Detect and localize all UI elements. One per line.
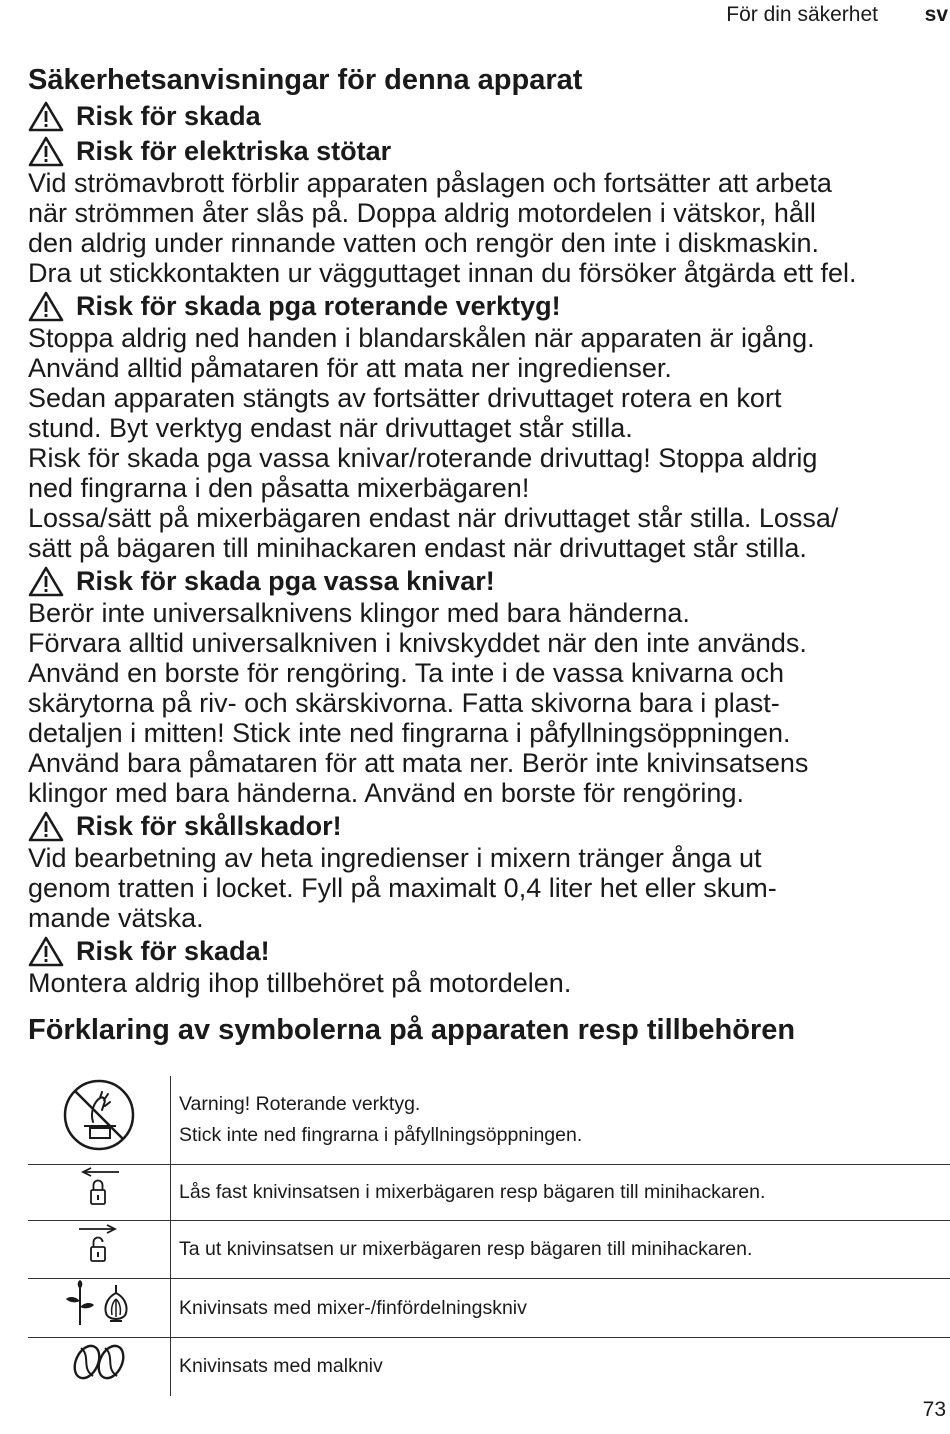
symbol-description-line: Varning! Roterande verktyg.	[179, 1093, 421, 1115]
warning-text-line: stund. Byt verktyg endast när drivuttaget står stilla.	[28, 413, 633, 443]
language-code: sv	[924, 3, 948, 26]
warning-triangle-icon	[28, 136, 76, 167]
warning-text-line: ned fingrarna i den påsatta mixerbägaren!	[28, 473, 530, 503]
warnings-list	[28, 100, 950, 998]
symbol-icon-cell	[28, 1338, 171, 1396]
symbol-description-line: Ta ut knivinsatsen ur mixerbägaren resp bägaren till minihackaren.	[179, 1238, 753, 1260]
warning-text-line: sätt på bägaren till minihackaren endast när drivuttaget står stilla.	[28, 533, 807, 563]
symbol-description	[171, 1076, 950, 1165]
main-content	[28, 62, 950, 1048]
warning-heading-text: Risk för skållskador!	[76, 811, 342, 841]
symbol-icon-cell	[28, 1076, 171, 1165]
warning-triangle-icon	[28, 936, 76, 967]
symbol-description	[171, 1221, 950, 1279]
warning-heading	[28, 290, 950, 323]
warning-text-line: klingor med bara händerna. Använd en borste för rengöring.	[28, 778, 744, 808]
no-hand-icon	[60, 1076, 138, 1164]
warning-triangle-icon	[28, 811, 76, 842]
symbol-icon-cell	[28, 1279, 171, 1338]
symbol-description-line: Stick inte ned fingrarna i påfyllningsöppningen.	[179, 1124, 583, 1146]
warning-text-line: Vid strömavbrott förblir apparaten påslagen och fortsätter att arbeta	[28, 168, 832, 198]
warning-heading	[28, 810, 950, 843]
symbol-description	[171, 1338, 950, 1396]
symbol-description-line: Knivinsats med malkniv	[179, 1355, 383, 1378]
warning-text-line: den aldrig under rinnande vatten och rengör den inte i diskmaskin.	[28, 228, 819, 258]
warning-text-line: Sedan apparaten stängts av fortsätter drivuttaget rotera en kort	[28, 383, 782, 413]
symbol-description-line: Knivinsats med mixer-/finfördelningskniv	[179, 1296, 527, 1319]
warning-heading	[28, 135, 950, 168]
warning-triangle-icon	[28, 291, 76, 322]
warning-text-line: Berör inte universalknivens klingor med bara händerna.	[28, 598, 690, 628]
warning-text-line: Lossa/sätt på mixerbägaren endast när drivuttaget står stilla. Lossa/	[28, 503, 839, 533]
warning-text-line: detaljen i mitten! Stick inte ned fingrarna i påfyllningsöppningen.	[28, 718, 791, 748]
warning-heading-text: Risk för skada pga vassa knivar!	[76, 566, 495, 596]
page-header	[726, 3, 950, 27]
warning-text-line: Montera aldrig ihop tillbehöret på motordelen.	[28, 968, 572, 998]
warning-heading-text: Risk för skada!	[76, 936, 270, 966]
page-title: Säkerhetsanvisningar för denna apparat	[28, 64, 583, 96]
warning-text-line: Dra ut stickkontakten ur vägguttaget innan du försöker åtgärda ett fel.	[28, 258, 857, 288]
herb-onion-icon	[64, 1279, 134, 1337]
coffee-beans-icon	[67, 1342, 131, 1392]
warning-text-line: Förvara alltid universalkniven i knivskyddet när den inte används.	[28, 628, 807, 658]
warning-heading	[28, 935, 950, 968]
warning-heading-text: Risk för skada	[76, 101, 261, 131]
symbol-description-line: Lås fast knivinsatsen i mixerbägaren resp bägaren till minihackaren.	[179, 1181, 766, 1203]
page-number: 73	[922, 1398, 946, 1421]
symbol-row	[28, 1338, 950, 1396]
symbol-description	[171, 1279, 950, 1338]
warning-text-line: skärytorna på riv- och skärskivorna. Fatta skivorna bara i plast-	[28, 688, 780, 718]
symbols-title: Förklaring av symbolerna på apparaten resp tillbehören	[28, 1014, 796, 1046]
warning-triangle-icon	[28, 101, 76, 132]
symbols-table	[28, 1076, 950, 1396]
warning-heading-text: Risk för skada pga roterande verktyg!	[76, 291, 561, 321]
lock-open-icon	[69, 1223, 129, 1277]
warning-text-line: Använd bara påmataren för att mata ner. Berör inte knivinsatsens	[28, 748, 809, 778]
symbol-icon-cell	[28, 1165, 171, 1221]
warning-heading	[28, 100, 950, 133]
symbol-row	[28, 1165, 950, 1221]
symbol-row	[28, 1221, 950, 1279]
lock-closed-icon	[69, 1166, 129, 1220]
warning-heading	[28, 565, 950, 598]
symbol-row	[28, 1076, 950, 1165]
warning-text-line: Använd en borste för rengöring. Ta inte i de vassa knivarna och	[28, 658, 784, 688]
warning-heading-text: Risk för elektriska stötar	[76, 136, 392, 166]
section-title: För din säkerhet	[726, 3, 878, 26]
warning-text-line: när strömmen åter slås på. Doppa aldrig motordelen i vätskor, håll	[28, 198, 816, 228]
warning-triangle-icon	[28, 566, 76, 597]
warning-text-line: Risk för skada pga vassa knivar/roterande drivuttag! Stoppa aldrig	[28, 443, 818, 473]
symbol-description	[171, 1165, 950, 1221]
warning-text-line: Vid bearbetning av heta ingredienser i mixern tränger ånga ut	[28, 843, 762, 873]
warning-text-line: Använd alltid påmataren för att mata ner ingredienser.	[28, 353, 672, 383]
symbol-icon-cell	[28, 1221, 171, 1279]
warning-text-line: genom tratten i locket. Fyll på maximalt 0,4 liter het eller skum-	[28, 873, 777, 903]
warning-text-line: Stoppa aldrig ned handen i blandarskålen när apparaten är igång.	[28, 323, 815, 353]
warning-text-line: mande vätska.	[28, 903, 204, 933]
symbol-row	[28, 1279, 950, 1338]
